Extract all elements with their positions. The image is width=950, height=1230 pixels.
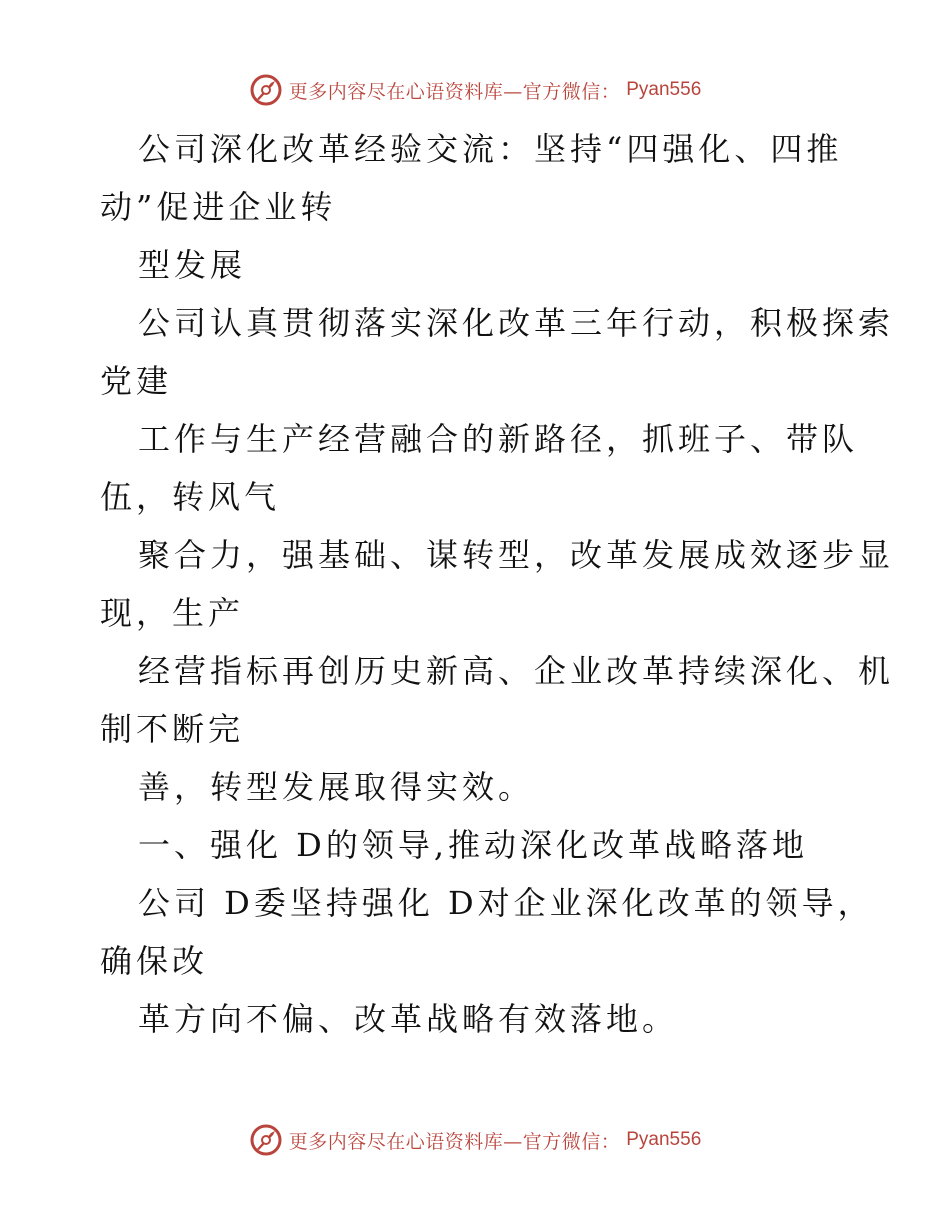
paragraph-line: 公司 D委坚持强化 D对企业深化改革的领导， bbox=[138, 884, 874, 922]
quill-pen-logo-icon bbox=[249, 73, 283, 107]
quill-pen-logo-icon bbox=[249, 1123, 283, 1157]
paragraph-line: 善，转型发展取得实效。 bbox=[138, 768, 535, 806]
section-heading: 一、强化 D的领导,推动深化改革战略落地 bbox=[138, 826, 809, 864]
title-line-continued: 型发展 bbox=[138, 246, 247, 284]
paragraph-line: 制不断完 bbox=[100, 710, 245, 748]
footer-watermark-banner bbox=[0, 1120, 950, 1160]
title-line: 公司深化改革经验交流：坚持“四强化、四推 bbox=[138, 130, 843, 168]
paragraph-line: 革方向不偏、改革战略有效落地。 bbox=[138, 1000, 679, 1038]
watermark-text: 更多内容尽在心语资料库—官方微信： bbox=[288, 1130, 621, 1153]
paragraph-line: 公司认真贯彻落实深化改革三年行动，积极探索 bbox=[138, 304, 895, 342]
document-body bbox=[100, 120, 895, 1048]
paragraph-line: 党建 bbox=[100, 362, 173, 400]
watermark-text: 更多内容尽在心语资料库—官方微信： bbox=[288, 80, 621, 103]
watermark-wechat-id: Pyan556 bbox=[626, 1129, 702, 1150]
paragraph-line: 现，生产 bbox=[100, 594, 245, 632]
paragraph-line: 聚合力，强基础、谋转型，改革发展成效逐步显 bbox=[138, 536, 895, 574]
paragraph-line: 工作与生产经营融合的新路径，抓班子、带队 bbox=[138, 420, 859, 458]
watermark-wechat-id: Pyan556 bbox=[626, 79, 702, 100]
title-line-continued: 动”促进企业转 bbox=[100, 188, 337, 226]
paragraph-line: 伍，转风气 bbox=[100, 478, 281, 516]
paragraph-line: 确保改 bbox=[100, 942, 209, 980]
header-watermark-banner bbox=[0, 70, 950, 110]
paragraph-line: 经营指标再创历史新高、企业改革持续深化、机 bbox=[138, 652, 895, 690]
